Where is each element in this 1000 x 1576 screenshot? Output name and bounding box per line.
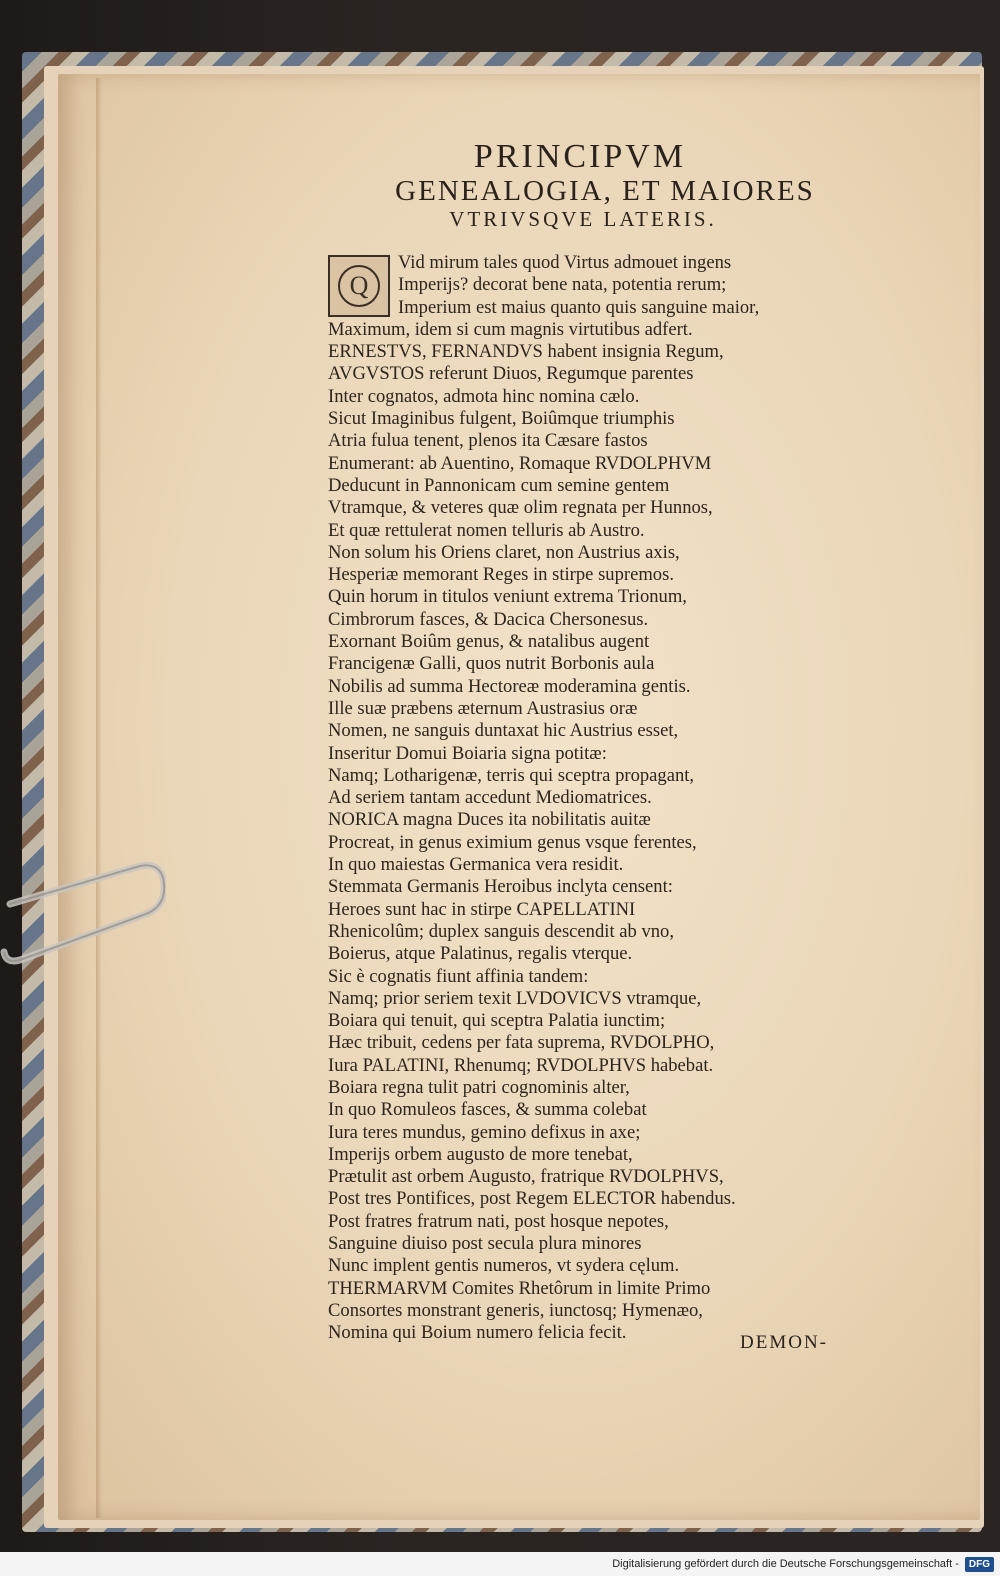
poem-line: Nomina qui Boium numero felicia fecit.: [328, 1322, 627, 1344]
poem-line: ERNESTVS, FERNANDVS habent insignia Regum,: [328, 341, 724, 363]
poem-line: Heroes sunt hac in stirpe CAPELLATINI: [328, 898, 636, 920]
poem-line: Ad seriem tantam accedunt Mediomatrices.: [328, 787, 652, 809]
poem-line: Ille suæ præbens æternum Austrasius oræ: [328, 697, 638, 719]
catchword: DEMON-: [740, 1332, 828, 1353]
title-line-1: PRINCIPVM: [473, 138, 687, 175]
poem-line: Quin horum in titulos veniunt extrema Trionum,: [328, 586, 687, 608]
poem-line: Non solum his Oriens claret, non Austrius axis,: [328, 541, 680, 563]
poem-line: Stemmata Germanis Heroibus inclyta censent:: [328, 876, 673, 898]
poem-line: Cimbrorum fasces, & Dacica Chersonesus.: [328, 608, 649, 630]
poem-line: Hesperiæ memorant Reges in stirpe supremos.: [328, 564, 674, 586]
poem-line: Enumerant: ab Auentino, Romaque RVDOLPHVM: [328, 452, 712, 474]
poem-line: Iura teres mundus, gemino defixus in axe;: [328, 1121, 641, 1143]
poem-line: Imperijs orbem augusto de more tenebat,: [328, 1143, 633, 1165]
poem-line: Namq; Lotharigenæ, terris qui sceptra propagant,: [328, 764, 695, 786]
poem-line: Vid mirum tales quod Virtus admouet ingens: [398, 252, 732, 273]
poem-line: Imperijs? decorat bene nata, potentia rerum;: [398, 274, 727, 296]
poem-line: Boierus, atque Palatinus, regalis vterque.: [328, 943, 633, 965]
poem-line: Nunc implent gentis numeros, vt sydera cęlum.: [328, 1255, 680, 1277]
poem-line: THERMARVM Comites Rhetôrum in limite Primo: [328, 1277, 711, 1299]
poem-line: In quo Romuleos fasces, & summa colebat: [328, 1099, 647, 1121]
poem-line: Atria fulua tenent, plenos ita Cæsare fastos: [328, 430, 648, 452]
poem-line: Namq; prior seriem texit LVDOVICVS vtramque,: [328, 987, 702, 1009]
poem-line: Rhenicolûm; duplex sanguis descendit ab vno,: [328, 920, 674, 942]
poem-line: Et quæ rettulerat nomen telluris ab Austro.: [328, 519, 645, 541]
title-block: [300, 138, 860, 232]
poem-line: NORICA magna Duces ita nobilitatis auitæ: [328, 809, 651, 831]
poem-line: Imperium est maius quanto quis sanguine maior,: [398, 296, 760, 318]
poem-line: Sic è cognatis fiunt affinia tandem:: [328, 965, 589, 987]
poem-line: Exornant Boiûm genus, & natalibus augent: [328, 631, 650, 653]
poem-line: Boiara qui tenuit, qui sceptra Palatia iunctim;: [328, 1010, 666, 1032]
poem-line: Sicut Imaginibus fulgent, Boiûmque triumphis: [328, 408, 675, 430]
poem-line: Iura PALATINI, Rhenumq; RVDOLPHVS habebat.: [328, 1054, 714, 1076]
poem-line: Nomen, ne sanguis duntaxat hic Austrius esset,: [328, 720, 679, 742]
paperclip-icon: [0, 862, 166, 968]
poem-text: [328, 252, 848, 1345]
dfg-logo: DFG: [965, 1557, 994, 1572]
poem-line: Maximum, idem si cum magnis virtutibus adfert.: [328, 318, 693, 340]
poem-line: Prætulit ast orbem Augusto, fratrique RVDOLPHVS,: [328, 1166, 724, 1188]
poem-line: Post fratres fratrum nati, post hosque nepotes,: [328, 1210, 669, 1232]
poem-line: Vtramque, & veteres quæ olim regnata per Hunnos,: [328, 497, 713, 519]
poem-line: Inseritur Domui Boiaria signa potitæ:: [328, 742, 607, 764]
poem-line: Boiara regna tulit patri cognominis alter,: [328, 1076, 630, 1098]
poem-line: AVGVSTOS referunt Diuos, Regumque parentes: [328, 363, 694, 385]
title-line-2: GENEALOGIA, ET MAIORES: [395, 175, 815, 207]
poem-line: Sanguine diuiso post secula plura minores: [328, 1233, 642, 1255]
poem-line: Deducunt in Pannonicam cum semine gentem: [328, 474, 670, 496]
poem-line: Post tres Pontifices, post Regem ELECTOR habendus.: [328, 1188, 736, 1210]
digitization-footer: [0, 1552, 1000, 1576]
poem-line: Procreat, in genus eximium genus vsque ferentes,: [328, 831, 697, 853]
page-gutter-shadow: [96, 78, 102, 1518]
poem-line: Consortes monstrant generis, iunctosq; Hymenæo,: [328, 1299, 703, 1321]
poem-line: Hæc tribuit, cedens per fata suprema, RVDOLPHO,: [328, 1032, 715, 1054]
poem-line: Francigenæ Galli, quos nutrit Borbonis aula: [328, 653, 655, 675]
poem-line: Nobilis ad summa Hectoreæ moderamina gentis.: [328, 675, 691, 697]
title-line-3: VTRIVSQVE LATERIS.: [449, 207, 717, 231]
poem-line: In quo maiestas Germanica vera residit.: [328, 854, 624, 876]
initial-letter: Q: [338, 265, 380, 307]
footer-text: Digitalisierung gefördert durch die Deutsche Forschungsgemeinschaft -: [612, 1558, 959, 1570]
poem-line: Inter cognatos, admota hinc nomina cælo.: [328, 385, 640, 407]
